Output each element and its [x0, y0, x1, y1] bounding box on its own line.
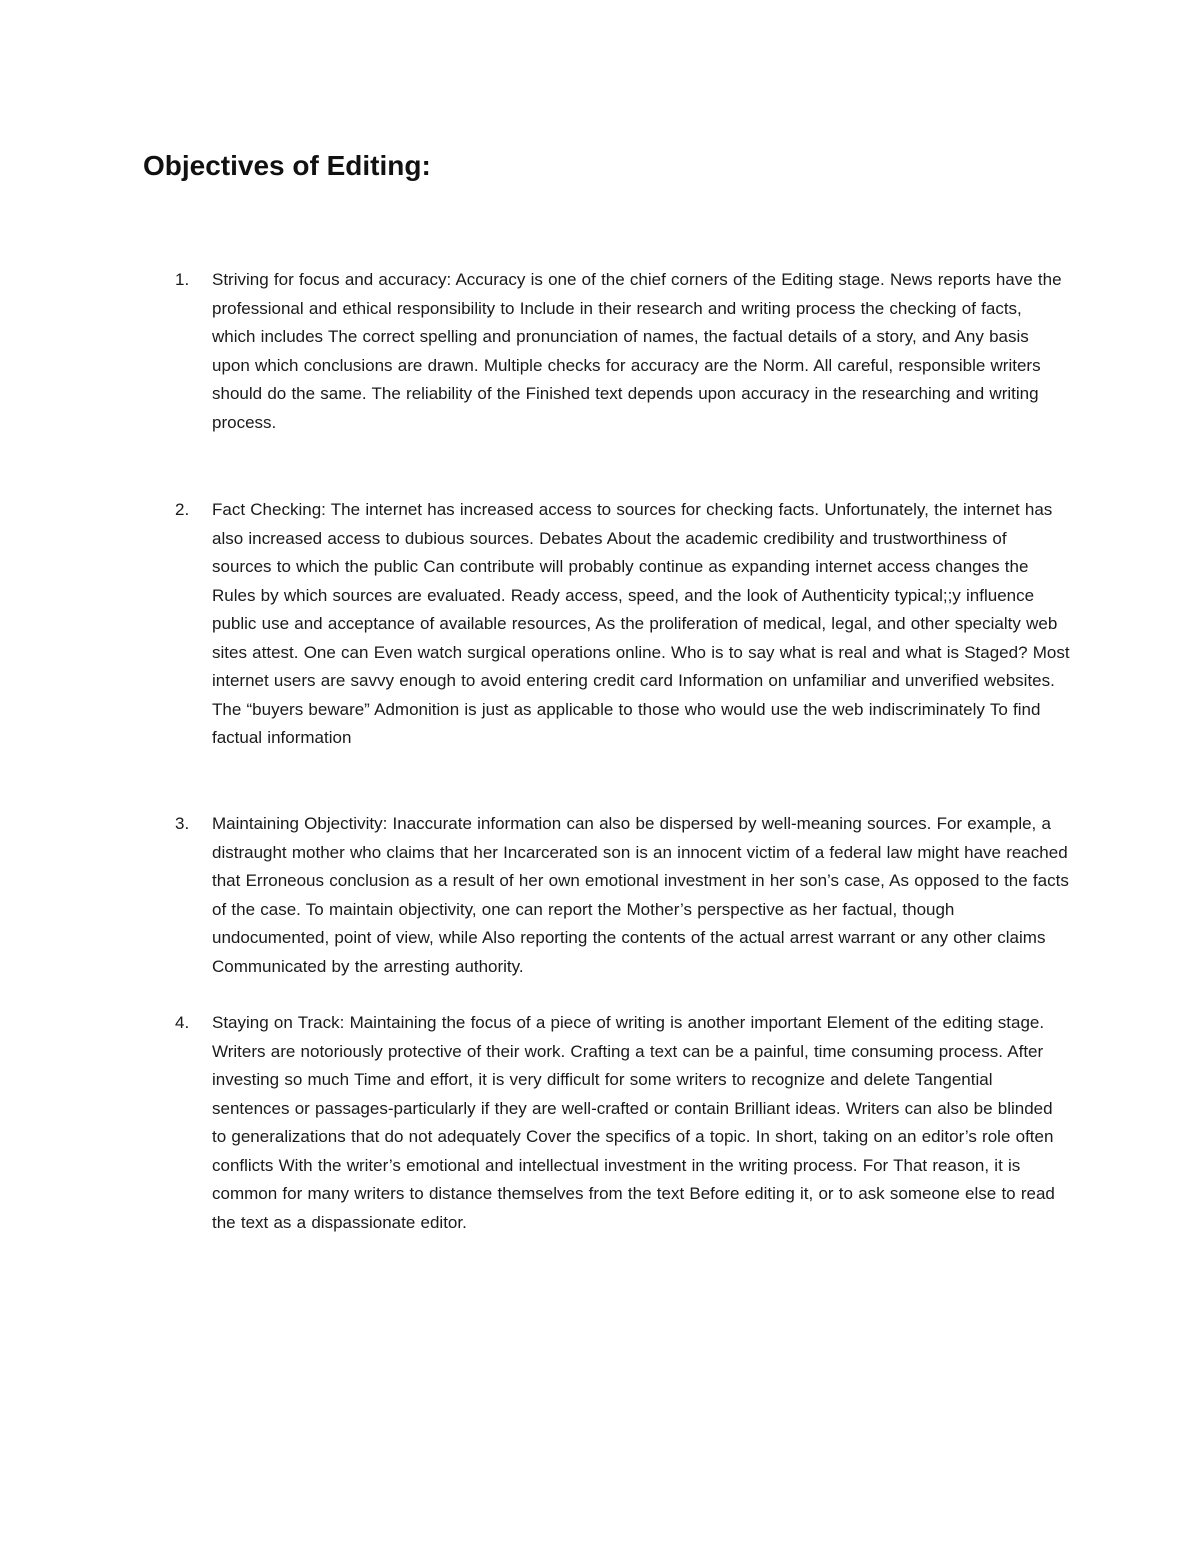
list-item-text: Maintaining Objectivity: Inaccurate information can also be dispersed by well-meaning sources. For example, a distraught mother who claims that her Incarcerated son is an innocent victim of a federal law might have reached that Erroneous conclusion as a result of her own emotional investment in her son’s case, As opposed to the facts of the case. To maintain objectivity, one can report the Mother’s perspective as her factual, though undocumented, point of view, while Also reporting the contents of the actual arrest warrant or any other claims Communicated by the arresting authority. — [212, 814, 1069, 976]
list-item-text: Striving for focus and accuracy: Accuracy is one of the chief corners of the Editing stage. News reports have the professional and ethical responsibility to Include in their research and writing process the checking of facts, which includes The correct spelling and pronunciation of names, the factual details of a story, and Any basis upon which conclusions are drawn. Multiple checks for accuracy are the Norm. All careful, responsible writers should do the same. The reliability of the Finished text depends upon accuracy in the researching and writing process. — [212, 270, 1062, 432]
list-item-text: Fact Checking: The internet has increased access to sources for checking facts. Unfortunately, the internet has also increased access to dubious sources. Debates About the academic credibility and trustworthiness of sources to which the public Can contribute will probably continue as expanding internet access changes the Rules by which sources are evaluated. Ready access, speed, and the look of Authenticity typical;;y influence public use and acceptance of available resources, As the proliferation of medical, legal, and other specialty web sites attest. One can Even watch surgical operations online. Who is to say what is real and what is Staged? Most internet users are savvy enough to avoid entering credit card Information on unfamiliar and unverified websites. The “buyers beware” Admonition is just as applicable to those who would use the web indiscriminately To find factual information — [212, 500, 1070, 747]
list-item-number: 4. — [175, 1013, 190, 1032]
list-item — [175, 810, 1070, 981]
list-item-number: 3. — [175, 814, 190, 833]
list-item-number: 1. — [175, 270, 190, 289]
list-item-number: 2. — [175, 500, 190, 519]
page-title: Objectives of Editing: — [143, 150, 431, 181]
list-item — [175, 266, 1070, 437]
list-item-text: Staying on Track: Maintaining the focus of a piece of writing is another important Element of the editing stage. Writers are notoriously protective of their work. Crafting a text can be a painful, time consuming process. After investing so much Time and effort, it is very difficult for some writers to recognize and delete Tangential sentences or passages-particularly if they are well-crafted or contain Brilliant ideas. Writers can also be blinded to generalizations that do not adequately Cover the specifics of a topic. In short, taking on an editor’s role often conflicts With the writer’s emotional and intellectual investment in the writing process. For That reason, it is common for many writers to distance themselves from the text Before editing it, or to ask someone else to read the text as a dispassionate editor. — [212, 1013, 1055, 1232]
list-item — [175, 1009, 1070, 1237]
list-item — [175, 496, 1070, 753]
